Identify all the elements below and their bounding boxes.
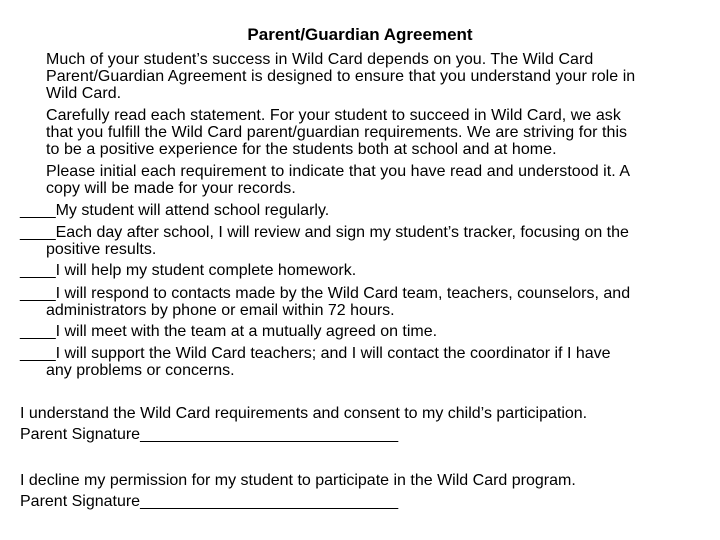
intro-paragraph-2 (46, 107, 706, 158)
requirement-item-2[interactable] (20, 224, 710, 258)
paragraph-line: that you fulfill the Wild Card parent/guardian requirements. We are striving for this (46, 124, 628, 141)
paragraph-line: Carefully read each statement. For your student to succeed in Wild Card, we ask (46, 107, 621, 124)
decline-signature-line[interactable]: Parent Signature_____________________________ (20, 493, 399, 510)
paragraph-line: copy will be made for your records. (46, 180, 296, 197)
requirement-line: any problems or concerns. (46, 362, 235, 379)
requirement-line: positive results. (46, 241, 157, 258)
paragraph-line: to be a positive experience for the students both at school and at home. (46, 141, 557, 158)
requirement-item-4[interactable] (20, 285, 710, 319)
requirement-item-5[interactable] (20, 323, 710, 340)
paragraph-line: Please initial each requirement to indicate that you have read and understood it. A (46, 163, 631, 180)
requirement-line: administrators by phone or email within 72 hours. (46, 302, 395, 319)
requirement-line: ____I will respond to contacts made by the Wild Card team, teachers, counselors, and (20, 285, 631, 302)
requirement-item-6[interactable] (20, 345, 710, 379)
paragraph-line: Wild Card. (46, 85, 122, 102)
consent-statement: I understand the Wild Card requirements and consent to my child’s participation. (20, 405, 588, 422)
requirement-item-3[interactable] (20, 262, 710, 279)
consent-section (20, 403, 710, 445)
decline-statement: I decline my permission for my student to participate in the Wild Card program. (20, 472, 576, 489)
requirement-line: ____I will help my student complete homework. (20, 262, 357, 279)
page-title: Parent/Guardian Agreement (247, 25, 473, 44)
decline-section (20, 470, 710, 512)
requirement-line: ____I will support the Wild Card teachers; and I will contact the coordinator if I have (20, 345, 611, 362)
requirement-line: ____My student will attend school regularly. (20, 202, 330, 219)
consent-signature-line[interactable]: Parent Signature_____________________________ (20, 426, 399, 443)
requirement-line: ____Each day after school, I will review and sign my student’s tracker, focusing on the (20, 224, 629, 241)
paragraph-line: Much of your student’s success in Wild Card depends on you. The Wild Card (46, 51, 594, 68)
requirement-item-1[interactable] (20, 202, 710, 219)
intro-paragraph-1 (46, 51, 706, 102)
paragraph-line: Parent/Guardian Agreement is designed to ensure that you understand your role in (46, 68, 636, 85)
intro-paragraph-3 (46, 163, 706, 197)
requirement-line: ____I will meet with the team at a mutually agreed on time. (20, 323, 438, 340)
